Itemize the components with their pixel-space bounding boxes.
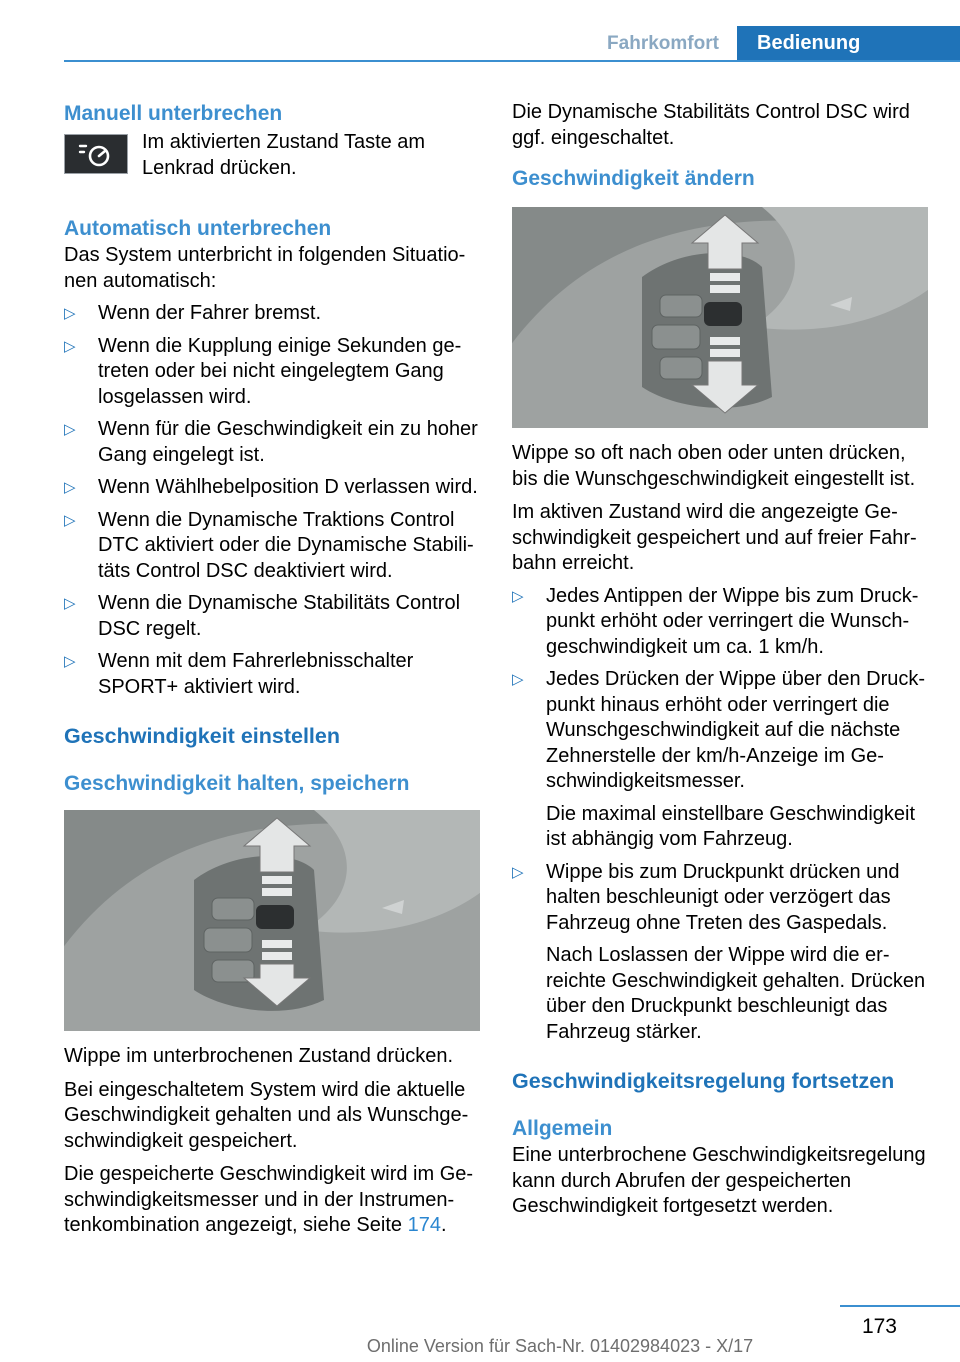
right-para1: Im aktiven Zustand wird die angezeigte Geschwindigkeit gespeichert und auf freier Fahrbahn erreicht.: [512, 501, 917, 574]
left-caption: Wippe im unterbrochenen Zustand drücken.: [64, 1045, 454, 1067]
steering-wheel-rocker-change-image: [512, 207, 928, 428]
bullet-triangle-icon: ▷: [512, 863, 524, 881]
list-item: ▷ Wenn mit dem Fahrerlebnisschalter SPORT+ aktiviert wird.: [64, 650, 414, 698]
list-item-note: Die maximal einstellbare Geschwindigkeit ist abhängig vom Fahrzeug.: [546, 802, 916, 850]
header-rule: [64, 60, 960, 62]
page-number: 173: [861, 1315, 897, 1338]
heading-allgemein: Allgemein: [512, 1117, 613, 1140]
footer-rule: [840, 1305, 960, 1307]
list-item: ▷ Wenn Wählhebelposition D verlassen wird.: [64, 475, 480, 501]
manual-interrupt-block: [64, 130, 480, 181]
bullet-triangle-icon: ▷: [64, 305, 76, 322]
header-tab-bedienung[interactable]: Bedienung: [737, 26, 960, 62]
online-version-footer: Online Version für Sach-Nr. 01402984023 - X/17: [366, 1336, 754, 1356]
left-para2: Die gespeicherte Geschwindigkeit wird im Geschwindigkeitsmesser und in der Instrumentenkombination angezeigt, siehe Seite 174.: [64, 1163, 474, 1236]
list-item: ▷ Jedes Drücken der Wippe über den Druckpunkt hinaus erhöht oder verringert die Wunschgeschwindigkeit auf die nächste Zehnerstelle der km/h-Anzeige im Geschwindigkeitsmesser. Die maximal einstellbare Geschwindigkeit ist abhängig vom Fahrzeug.: [512, 667, 928, 853]
list-item: ▷ Wenn für die Geschwindigkeit ein zu hoher Gang eingelegt ist.: [64, 418, 478, 466]
steering-wheel-rocker-image: [64, 810, 480, 1031]
bullet-triangle-icon: ▷: [64, 511, 76, 529]
bullet-triangle-icon: ▷: [64, 421, 76, 438]
heading-geschwindigkeit-aendern: Geschwindigkeit ändern: [512, 167, 755, 190]
list-item: ▷ Wenn die Kupplung einige Sekunden getreten oder bei nicht eingelegtem Gang losgelassen wird.: [64, 334, 462, 408]
bullet-triangle-icon: ▷: [64, 653, 76, 670]
left-para1: Bei eingeschaltetem System wird die aktuelle Geschwindigkeit gehalten und als Wunschgeschwindigkeit gespeichert.: [64, 1078, 469, 1152]
list-item-note: Nach Loslassen der Wippe wird die erreichte Geschwindigkeit gehalten. Drücken über den Druckpunkt beschleunigt das Fahrzeug stärker.: [546, 944, 926, 1043]
heading-geschwindigkeit-einstellen: Geschwindigkeit einstellen: [64, 724, 340, 748]
bullet-triangle-icon: ▷: [64, 479, 76, 496]
right-intro: Die Dynamische Stabilitäts Control DSC wird ggf. eingeschaltet.: [512, 101, 910, 149]
heading-geschwindigkeit-halten: Geschwindigkeit halten, speichern: [64, 772, 410, 795]
list-item: ▷ Jedes Antippen der Wippe bis zum Druckpunkt erhöht oder verringert die Wunschgeschwindigkeit um ca. 1 km/h.: [512, 584, 919, 658]
auto-bullet-list: [64, 301, 480, 700]
auto-intro: Das System unterbricht in folgenden Situationen automatisch:: [64, 244, 466, 292]
allgemein-text: Eine unterbrochene Geschwindigkeitsregelung kann durch Abrufen der gespeicherten Geschwindigkeit fortgesetzt werden.: [512, 1144, 926, 1217]
heading-automatisch-unterbrechen: Automatisch unterbrechen: [64, 217, 332, 240]
manuell-text: Im aktivierten Zustand Taste am Lenkrad drücken.: [142, 131, 426, 179]
left-column: [64, 100, 480, 1239]
bullet-triangle-icon: ▷: [64, 595, 76, 612]
right-column: [512, 100, 928, 1220]
heading-manuell-unterbrechen: Manuell unterbrechen: [64, 102, 283, 125]
list-item: ▷ Wenn der Fahrer bremst.: [64, 301, 480, 327]
right-caption: Wippe so oft nach oben oder unten drücken, bis die Wunschgeschwindigkeit eingestellt ist.: [512, 442, 916, 490]
list-item: ▷ Wenn die Dynamische Stabilitäts Control DSC regelt.: [64, 592, 461, 640]
bullet-triangle-icon: ▷: [64, 337, 76, 355]
heading-geschwindigkeitsregelung-fortsetzen: Geschwindigkeitsregelung fortsetzen: [512, 1069, 895, 1093]
list-item: ▷ Wippe bis zum Druckpunkt drücken und halten beschleunigt oder verzögert das Fahrzeug ohne Treten des Gaspedals. Nach Loslassen der Wippe wird die erreichte Geschwindigkeit gehalten. Drücken über den Druckpunkt beschleunigt das Fahrzeug stärker.: [512, 860, 928, 1046]
bullet-triangle-icon: ▷: [512, 587, 524, 605]
header-tab-fahrkomfort[interactable]: Fahrkomfort: [607, 33, 719, 54]
right-bullet-list: [512, 584, 928, 1046]
page-link-174[interactable]: 174: [407, 1214, 441, 1236]
bullet-triangle-icon: ▷: [512, 671, 524, 688]
cruise-control-interrupt-icon: [64, 134, 128, 174]
list-item: ▷ Wenn die Dynamische Traktions Control DTC aktiviert oder die Dynamische Stabilitäts Control DSC deaktiviert wird.: [64, 508, 474, 582]
